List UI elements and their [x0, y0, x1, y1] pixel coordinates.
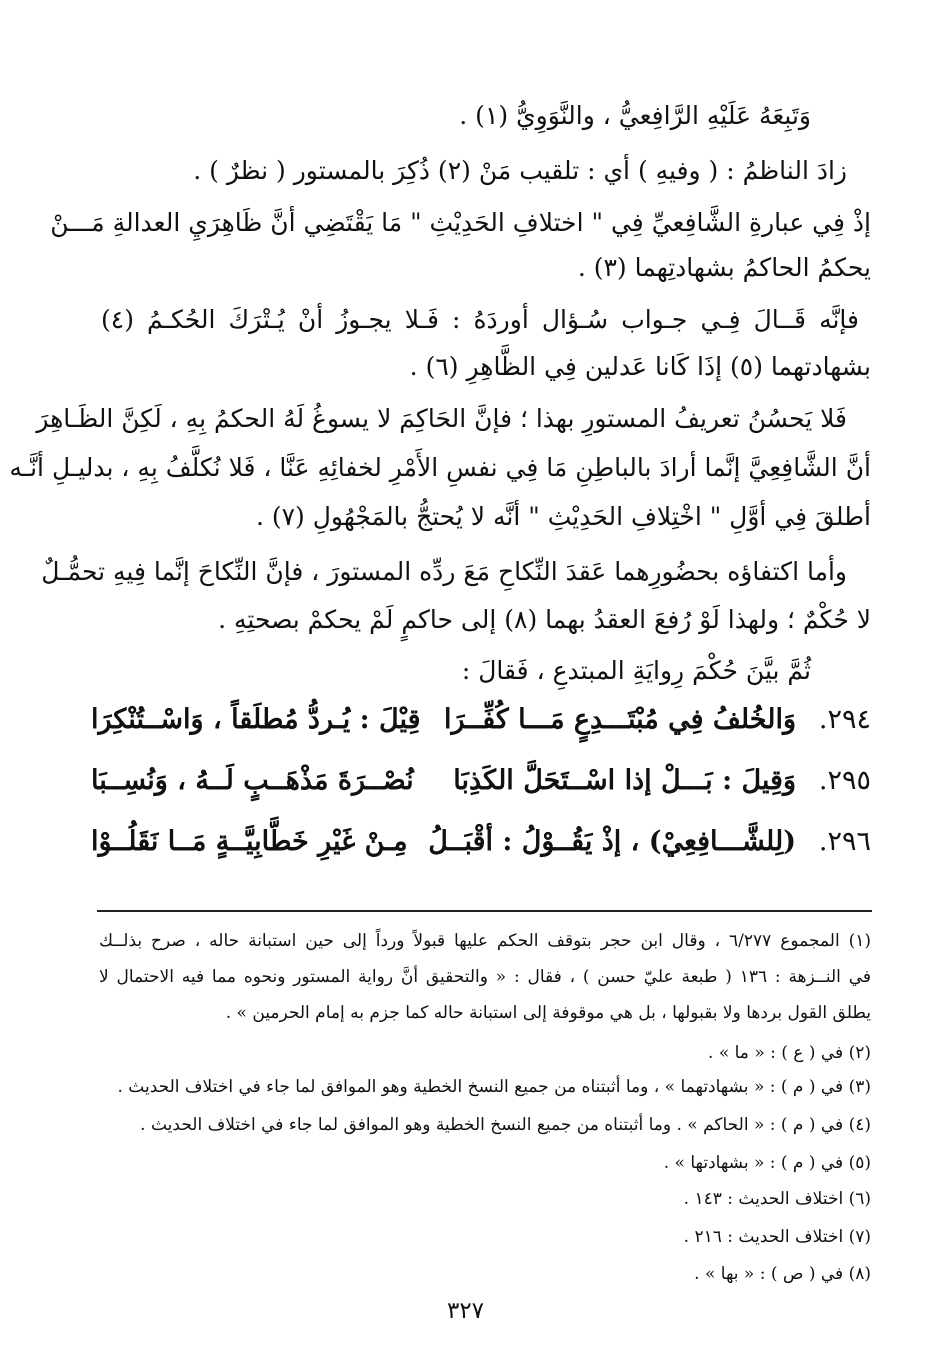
- footnote-line: (٧) اختلاف الحديث : ٢١٦ .: [683, 1227, 871, 1247]
- text-line: لا حُكْمٌ ؛ ولهذا لَوْ رُفعَ العقدُ بهما (٨) إلى حاكمٍ لَمْ يحكمْ بصحتِهِ .: [218, 605, 871, 634]
- text-line: زادَ الناظمُ : ( وفيهِ ) أي : تلقيب مَنْ (٢) ذُكِرَ بالمستور ( نظرٌ ) .: [193, 156, 847, 185]
- footnote-line: (٨) في ( ص ) : « بها » .: [694, 1264, 871, 1284]
- text-line: بشهادتهما (٥) إذَا كَانا عَدلين فِي الظَّاهِرِ (٦) .: [409, 352, 871, 381]
- footnote-line: (٢) في ( ع ) : « ما » .: [708, 1043, 871, 1063]
- footnote-line: (٣) في ( م ) : « بشهادتهما » ، وما أثبتناه من جميع النسخ الخطية وهو الموافق لما جاء في اختلاف الحديث .: [117, 1077, 871, 1097]
- footnote-line: (١) المجموع ٦/٢٧٧ ، وقال ابن حجر بتوقف الحكم عليها قبولاً ورداً إلى حين استبانة حاله ، صرح بذلــك: [99, 931, 872, 951]
- text-line: فَلا يَحسُنُ تعريفُ المستورِ بهذا ؛ فإنَّ الحَاكِمَ لا يسوغُ لَهُ الحكمُ بِهِ ، لَكِنَّ الظَـاهِرَ: [36, 404, 847, 433]
- page-number: ٣٢٧: [446, 1298, 485, 1324]
- text-line: أنَّ الشَّافِعِيَّ إنَّما أرادَ بالباطِنِ مَا فِي نفسِ الأَمْرِ لخفائِهِ عَنَّا ، فَلا نُكلَّفُ بِهِ ، بدليـلِ أنَّـه: [9, 453, 871, 482]
- text-line: يحكمُ الحاكمُ بشهادتِهما (٣) .: [577, 253, 871, 282]
- verse-296: [91, 820, 871, 866]
- verse-first-hemistich: (لِلشَّـــافِعِيْ) ، إذْ يَقُــوْلُ : أقْبَــلُ: [428, 826, 796, 857]
- text-line: إذْ فِي عبارةِ الشَّافِعيِّ فِي " اختلافِ الحَدِيْثِ " مَا يَقْتَضِي أنَّ ظَاهِرَيِ العدالةِ مَـــنْ: [50, 208, 871, 237]
- verse-second-hemistich: مِـنْ غَيْرِ خَطَّابِيَّــةٍ مَــا نَقَلُــوْا: [91, 826, 408, 857]
- text-line: أطلقَ فِي أوَّلِ " اخْتِلافِ الحَدِيْثِ " أنَّه لا يُحتجُّ بالمَجْهُولِ (٧) .: [255, 502, 871, 531]
- verse-294: [91, 698, 871, 744]
- verse-second-hemistich: نُصْــرَةَ مَذْهَــبٍ لَــهُ ، وَنُسِــبَا: [91, 765, 414, 796]
- verse-number: ٢٩٤.: [818, 704, 871, 735]
- verse-first-hemistich: وَالخُلفُ فِي مُبْتَـــدِعٍ مَـــا كُفِّــرَا: [443, 704, 796, 735]
- text-line: ثُمَّ بيَّنَ حُكْمَ رِوايَةِ المبتدعِ ، فَقالَ :: [461, 656, 811, 685]
- footnote-line: (٤) في ( م ) : « الحاكم » . وما أثبتناه من جميع النسخ الخطية وهو الموافق لما جاء في اختلاف الحديث .: [140, 1115, 871, 1135]
- verse-number: ٢٩٦.: [818, 826, 871, 857]
- verse-295: [91, 759, 871, 805]
- footnote-line: (٥) في ( م ) : « بشهادتها » .: [663, 1153, 871, 1173]
- text-line: فإنَّه قَــالَ فِـي جـواب سُـؤال أوردَهُ : فَـلا يجـوزُ أنْ يُـتْرَكَ الحُكـمُ (٤): [101, 305, 859, 334]
- footnote-line: في النــزهة : ١٣٦ ( طبعة عليّ حسن ) ، فقال : « والتحقيق أنَّ رواية المستور ونحوه مما فيه الاحتمال لا: [99, 967, 871, 987]
- verse-number: ٢٩٥.: [818, 765, 871, 796]
- footnote-line: يطلق القول بردها ولا بقبولها ، بل هي موقوفة إلى استبانة حاله كما جزم به إمام الحرمين » .: [225, 1003, 871, 1023]
- text-line: وَتَبِعَهُ عَلَيْهِ الرَّافِعيُّ ، والنَّوَوِيُّ (١) .: [459, 101, 811, 130]
- verse-second-hemistich: قِيْلَ : يُـردُّ مُطلَقاً ، وَاسْــتُنْكِرَا: [91, 704, 421, 735]
- text-line: وأما اكتفاؤه بحضُورِهما عَقدَ النِّكاحِ مَعَ ردِّه المستورَ ، فإنَّ النِّكاحَ إنَّما فِيهِ تحمُّـلٌ: [41, 557, 847, 586]
- footnote-line: (٦) اختلاف الحديث : ١٤٣ .: [683, 1189, 871, 1209]
- footnote-divider: [97, 910, 872, 912]
- verse-first-hemistich: وَقِيلَ : بَـــلْ إذا اسْــتَحَلَّ الكَذِبَا: [453, 765, 796, 796]
